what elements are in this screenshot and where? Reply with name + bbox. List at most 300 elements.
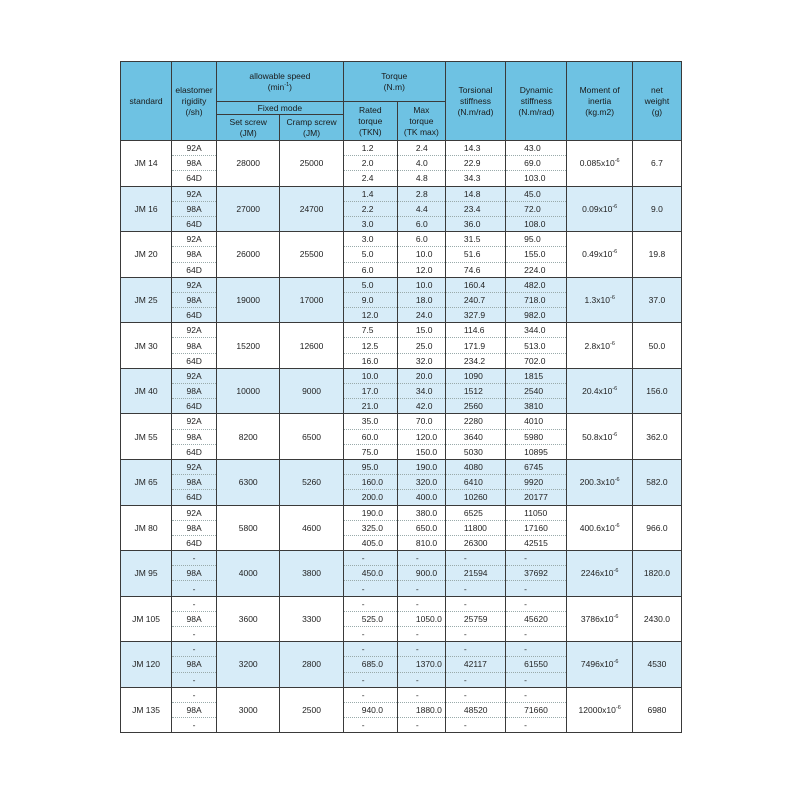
rated-torque-cell: 21.0 bbox=[343, 399, 397, 414]
header-max-torque: Max torque (TK max) bbox=[397, 102, 445, 141]
max-torque-cell: 1370.0 bbox=[397, 657, 445, 672]
max-torque-cell: 1050.0 bbox=[397, 611, 445, 626]
rated-torque-cell: 1.2 bbox=[343, 141, 397, 156]
torsional-stiffness-cell: 4080 bbox=[445, 459, 505, 474]
table-row bbox=[121, 277, 682, 292]
max-torque-cell: 25.0 bbox=[397, 338, 445, 353]
torsional-stiffness-cell: 327.9 bbox=[445, 308, 505, 323]
rated-torque-cell: 190.0 bbox=[343, 505, 397, 520]
table-row bbox=[121, 505, 682, 520]
max-torque-cell: - bbox=[397, 596, 445, 611]
table-row bbox=[121, 232, 682, 247]
rated-torque-cell: 10.0 bbox=[343, 368, 397, 383]
inertia-value: 0.49x10 bbox=[582, 249, 613, 260]
set-screw-speed-cell: 27000 bbox=[217, 186, 280, 232]
set-screw-speed-cell: 15200 bbox=[217, 323, 280, 369]
max-torque-cell: 42.0 bbox=[397, 399, 445, 414]
max-torque-cell: 4.8 bbox=[397, 171, 445, 186]
torsional-stiffness-cell: 36.0 bbox=[445, 216, 505, 231]
inertia-value: 20.4x10 bbox=[582, 386, 613, 397]
moment-of-inertia-cell bbox=[567, 186, 632, 232]
moment-of-inertia-cell bbox=[567, 414, 632, 460]
rated-torque-cell: 7.5 bbox=[343, 323, 397, 338]
torsional-stiffness-cell: 1512 bbox=[445, 384, 505, 399]
cramp-screw-speed-cell: 25500 bbox=[280, 232, 343, 278]
torsional-stiffness-cell: 14.8 bbox=[445, 186, 505, 201]
rigidity-cell: 64D bbox=[172, 262, 217, 277]
max-torque-cell: - bbox=[397, 642, 445, 657]
moment-of-inertia-cell bbox=[567, 505, 632, 551]
standard-cell: JM 65 bbox=[121, 459, 172, 505]
rated-torque-cell: 60.0 bbox=[343, 429, 397, 444]
header-net-weight: net weight (g) bbox=[632, 62, 681, 141]
cramp-screw-speed-cell: 2800 bbox=[280, 642, 343, 688]
spec-group bbox=[121, 642, 682, 688]
inertia-exponent: -6 bbox=[613, 659, 619, 666]
cramp-screw-speed-cell: 25000 bbox=[280, 141, 343, 187]
net-weight-cell: 966.0 bbox=[632, 505, 681, 551]
standard-cell: JM 120 bbox=[121, 642, 172, 688]
rigidity-cell: 64D bbox=[172, 490, 217, 505]
dynamic-stiffness-cell: 10895 bbox=[506, 444, 567, 459]
rated-torque-cell: 17.0 bbox=[343, 384, 397, 399]
standard-cell: JM 80 bbox=[121, 505, 172, 551]
rated-torque-cell: 2.0 bbox=[343, 156, 397, 171]
rigidity-cell: 64D bbox=[172, 444, 217, 459]
torsional-stiffness-cell: 240.7 bbox=[445, 292, 505, 307]
dynamic-stiffness-cell: 95.0 bbox=[506, 232, 567, 247]
torsional-stiffness-cell: 42117 bbox=[445, 657, 505, 672]
max-torque-cell: 120.0 bbox=[397, 429, 445, 444]
dynamic-stiffness-cell: - bbox=[506, 627, 567, 642]
rated-torque-cell: 9.0 bbox=[343, 292, 397, 307]
table-row bbox=[121, 642, 682, 657]
rigidity-cell: 98A bbox=[172, 566, 217, 581]
spec-group bbox=[121, 141, 682, 187]
max-torque-cell: 32.0 bbox=[397, 353, 445, 368]
header-dynamic-stiffness: Dynamic stiffness (N.m/rad) bbox=[506, 62, 567, 141]
table-row bbox=[121, 414, 682, 429]
max-torque-cell: 400.0 bbox=[397, 490, 445, 505]
standard-cell: JM 30 bbox=[121, 323, 172, 369]
rated-torque-cell: 160.0 bbox=[343, 475, 397, 490]
max-torque-cell: 34.0 bbox=[397, 384, 445, 399]
standard-cell: JM 55 bbox=[121, 414, 172, 460]
max-torque-cell: 900.0 bbox=[397, 566, 445, 581]
net-weight-cell: 6980 bbox=[632, 687, 681, 733]
torsional-stiffness-cell: 51.6 bbox=[445, 247, 505, 262]
dynamic-stiffness-cell: 45.0 bbox=[506, 186, 567, 201]
rigidity-cell: - bbox=[172, 687, 217, 702]
cramp-screw-speed-cell: 9000 bbox=[280, 368, 343, 414]
standard-cell: JM 25 bbox=[121, 277, 172, 323]
table-row bbox=[121, 323, 682, 338]
header-moment-of-inertia: Moment of inertia (kg.m2) bbox=[567, 62, 632, 141]
rated-torque-cell: 2.4 bbox=[343, 171, 397, 186]
dynamic-stiffness-cell: 11050 bbox=[506, 505, 567, 520]
torsional-stiffness-cell: 160.4 bbox=[445, 277, 505, 292]
max-torque-cell: 6.0 bbox=[397, 216, 445, 231]
torsional-stiffness-cell: 1090 bbox=[445, 368, 505, 383]
rated-torque-cell: 5.0 bbox=[343, 247, 397, 262]
set-screw-speed-cell: 8200 bbox=[217, 414, 280, 460]
rated-torque-cell: 75.0 bbox=[343, 444, 397, 459]
max-torque-cell: 380.0 bbox=[397, 505, 445, 520]
set-screw-speed-cell: 3000 bbox=[217, 687, 280, 733]
inertia-value: 0.085x10 bbox=[579, 158, 615, 169]
set-screw-speed-cell: 5800 bbox=[217, 505, 280, 551]
torsional-stiffness-cell: 22.9 bbox=[445, 156, 505, 171]
spec-group bbox=[121, 232, 682, 278]
dynamic-stiffness-cell: 45620 bbox=[506, 611, 567, 626]
rated-torque-cell: 2.2 bbox=[343, 201, 397, 216]
rigidity-cell: 98A bbox=[172, 201, 217, 216]
torsional-stiffness-cell: 11800 bbox=[445, 520, 505, 535]
moment-of-inertia-cell bbox=[567, 551, 632, 597]
table-row bbox=[121, 368, 682, 383]
rigidity-cell: 64D bbox=[172, 171, 217, 186]
inertia-value: 1.3x10 bbox=[584, 294, 610, 305]
inertia-value: 400.6x10 bbox=[579, 522, 615, 533]
dynamic-stiffness-cell: - bbox=[506, 718, 567, 733]
standard-cell: JM 105 bbox=[121, 596, 172, 642]
set-screw-speed-cell: 6300 bbox=[217, 459, 280, 505]
rated-torque-cell: - bbox=[343, 627, 397, 642]
net-weight-cell: 362.0 bbox=[632, 414, 681, 460]
header-rigidity: elastomer rigidity (/sh) bbox=[172, 62, 217, 141]
torsional-stiffness-cell: 6525 bbox=[445, 505, 505, 520]
max-torque-cell: 1880.0 bbox=[397, 702, 445, 717]
inertia-exponent: -6 bbox=[609, 294, 615, 301]
rigidity-cell: 92A bbox=[172, 186, 217, 201]
max-torque-cell: 20.0 bbox=[397, 368, 445, 383]
dynamic-stiffness-cell: 42515 bbox=[506, 535, 567, 550]
rated-torque-cell: 685.0 bbox=[343, 657, 397, 672]
rigidity-cell: 98A bbox=[172, 475, 217, 490]
rigidity-cell: 98A bbox=[172, 156, 217, 171]
cramp-screw-speed-cell: 4600 bbox=[280, 505, 343, 551]
rated-torque-cell: 450.0 bbox=[343, 566, 397, 581]
spec-group bbox=[121, 414, 682, 460]
inertia-value: 0.09x10 bbox=[582, 203, 613, 214]
max-torque-cell: 650.0 bbox=[397, 520, 445, 535]
max-torque-cell: 4.0 bbox=[397, 156, 445, 171]
inertia-value: 50.8x10 bbox=[582, 431, 613, 442]
rated-torque-cell: 12.5 bbox=[343, 338, 397, 353]
rigidity-cell: 64D bbox=[172, 216, 217, 231]
moment-of-inertia-cell bbox=[567, 459, 632, 505]
torsional-stiffness-cell: - bbox=[445, 551, 505, 566]
inertia-exponent: -6 bbox=[612, 249, 618, 256]
rigidity-cell: 92A bbox=[172, 232, 217, 247]
dynamic-stiffness-cell: - bbox=[506, 551, 567, 566]
standard-cell: JM 135 bbox=[121, 687, 172, 733]
rated-torque-cell: 3.0 bbox=[343, 232, 397, 247]
moment-of-inertia-cell bbox=[567, 642, 632, 688]
dynamic-stiffness-cell: 108.0 bbox=[506, 216, 567, 231]
coupling-spec-table bbox=[120, 61, 682, 733]
torsional-stiffness-cell: 234.2 bbox=[445, 353, 505, 368]
max-torque-cell: 15.0 bbox=[397, 323, 445, 338]
rigidity-cell: 92A bbox=[172, 277, 217, 292]
header-cramp-screw: Cramp screw (JM) bbox=[280, 115, 343, 141]
rigidity-cell: 64D bbox=[172, 308, 217, 323]
net-weight-cell: 156.0 bbox=[632, 368, 681, 414]
inertia-value: 200.3x10 bbox=[579, 477, 615, 488]
moment-of-inertia-cell bbox=[567, 687, 632, 733]
inertia-exponent: -6 bbox=[614, 477, 620, 484]
dynamic-stiffness-cell: 61550 bbox=[506, 657, 567, 672]
rigidity-cell: 92A bbox=[172, 459, 217, 474]
dynamic-stiffness-cell: 20177 bbox=[506, 490, 567, 505]
max-torque-cell: 6.0 bbox=[397, 232, 445, 247]
rigidity-cell: 98A bbox=[172, 520, 217, 535]
rated-torque-cell: - bbox=[343, 596, 397, 611]
net-weight-cell: 19.8 bbox=[632, 232, 681, 278]
rigidity-cell: 98A bbox=[172, 292, 217, 307]
spec-group bbox=[121, 368, 682, 414]
cramp-screw-speed-cell: 17000 bbox=[280, 277, 343, 323]
rigidity-cell: 92A bbox=[172, 505, 217, 520]
torsional-stiffness-cell: 21594 bbox=[445, 566, 505, 581]
dynamic-stiffness-cell: - bbox=[506, 672, 567, 687]
max-torque-cell: 70.0 bbox=[397, 414, 445, 429]
rigidity-cell: 98A bbox=[172, 384, 217, 399]
cramp-screw-speed-cell: 3300 bbox=[280, 596, 343, 642]
spec-group bbox=[121, 459, 682, 505]
spec-group bbox=[121, 596, 682, 642]
dynamic-stiffness-cell: - bbox=[506, 596, 567, 611]
header-standard: standard bbox=[121, 62, 172, 141]
torsional-stiffness-cell: 5030 bbox=[445, 444, 505, 459]
net-weight-cell: 582.0 bbox=[632, 459, 681, 505]
rated-torque-cell: - bbox=[343, 642, 397, 657]
table-row bbox=[121, 459, 682, 474]
dynamic-stiffness-cell: 3810 bbox=[506, 399, 567, 414]
max-torque-cell: 2.8 bbox=[397, 186, 445, 201]
standard-cell: JM 95 bbox=[121, 551, 172, 597]
rated-torque-cell: 405.0 bbox=[343, 535, 397, 550]
torsional-stiffness-cell: - bbox=[445, 581, 505, 596]
max-torque-cell: - bbox=[397, 718, 445, 733]
header-torsional-stiffness: Torsional stiffness (N.m/rad) bbox=[445, 62, 505, 141]
dynamic-stiffness-cell: 9920 bbox=[506, 475, 567, 490]
torsional-stiffness-cell: - bbox=[445, 642, 505, 657]
rigidity-cell: 98A bbox=[172, 611, 217, 626]
max-torque-cell: - bbox=[397, 551, 445, 566]
torsional-stiffness-cell: 26300 bbox=[445, 535, 505, 550]
dynamic-stiffness-cell: 43.0 bbox=[506, 141, 567, 156]
max-torque-cell: - bbox=[397, 627, 445, 642]
inertia-exponent: -6 bbox=[614, 158, 620, 165]
rigidity-cell: 98A bbox=[172, 338, 217, 353]
rated-torque-cell: - bbox=[343, 718, 397, 733]
rated-torque-cell: 200.0 bbox=[343, 490, 397, 505]
cramp-screw-speed-cell: 6500 bbox=[280, 414, 343, 460]
rigidity-cell: 92A bbox=[172, 141, 217, 156]
rigidity-cell: 92A bbox=[172, 414, 217, 429]
max-torque-cell: 2.4 bbox=[397, 141, 445, 156]
net-weight-cell: 6.7 bbox=[632, 141, 681, 187]
cramp-screw-speed-cell: 5260 bbox=[280, 459, 343, 505]
inertia-exponent: -6 bbox=[615, 705, 621, 712]
cramp-screw-speed-cell: 3800 bbox=[280, 551, 343, 597]
torsional-stiffness-cell: 31.5 bbox=[445, 232, 505, 247]
inertia-value: 2.8x10 bbox=[584, 340, 610, 351]
rigidity-cell: 64D bbox=[172, 399, 217, 414]
moment-of-inertia-cell bbox=[567, 232, 632, 278]
dynamic-stiffness-cell: - bbox=[506, 642, 567, 657]
table-row bbox=[121, 551, 682, 566]
header-fixed-mode: Fixed mode bbox=[217, 102, 344, 115]
inertia-exponent: -6 bbox=[612, 203, 618, 210]
dynamic-stiffness-cell: 344.0 bbox=[506, 323, 567, 338]
rated-torque-cell: 35.0 bbox=[343, 414, 397, 429]
dynamic-stiffness-cell: 982.0 bbox=[506, 308, 567, 323]
max-torque-cell: - bbox=[397, 672, 445, 687]
torsional-stiffness-cell: 114.6 bbox=[445, 323, 505, 338]
table-row bbox=[121, 596, 682, 611]
dynamic-stiffness-cell: 71660 bbox=[506, 702, 567, 717]
inertia-exponent: -6 bbox=[612, 386, 618, 393]
set-screw-speed-cell: 10000 bbox=[217, 368, 280, 414]
set-screw-speed-cell: 26000 bbox=[217, 232, 280, 278]
rated-torque-cell: - bbox=[343, 551, 397, 566]
cramp-screw-speed-cell: 24700 bbox=[280, 186, 343, 232]
max-torque-cell: 18.0 bbox=[397, 292, 445, 307]
max-torque-cell: 320.0 bbox=[397, 475, 445, 490]
torsional-stiffness-cell: 6410 bbox=[445, 475, 505, 490]
rigidity-cell: - bbox=[172, 581, 217, 596]
set-screw-speed-cell: 4000 bbox=[217, 551, 280, 597]
net-weight-cell: 1820.0 bbox=[632, 551, 681, 597]
dynamic-stiffness-cell: 17160 bbox=[506, 520, 567, 535]
max-torque-cell: - bbox=[397, 581, 445, 596]
table-row bbox=[121, 141, 682, 156]
rated-torque-cell: 3.0 bbox=[343, 216, 397, 231]
dynamic-stiffness-cell: 69.0 bbox=[506, 156, 567, 171]
dynamic-stiffness-cell: 2540 bbox=[506, 384, 567, 399]
inertia-exponent: -6 bbox=[614, 522, 620, 529]
rigidity-cell: - bbox=[172, 718, 217, 733]
rigidity-cell: - bbox=[172, 642, 217, 657]
max-torque-cell: 10.0 bbox=[397, 277, 445, 292]
torsional-stiffness-cell: 10260 bbox=[445, 490, 505, 505]
header-rated-torque: Rated torque (TKN) bbox=[343, 102, 397, 141]
net-weight-cell: 50.0 bbox=[632, 323, 681, 369]
inertia-value: 3786x10 bbox=[580, 613, 614, 624]
dynamic-stiffness-cell: 103.0 bbox=[506, 171, 567, 186]
dynamic-stiffness-cell: 155.0 bbox=[506, 247, 567, 262]
dynamic-stiffness-cell: 224.0 bbox=[506, 262, 567, 277]
torsional-stiffness-cell: 14.3 bbox=[445, 141, 505, 156]
rated-torque-cell: 16.0 bbox=[343, 353, 397, 368]
torsional-stiffness-cell: - bbox=[445, 718, 505, 733]
set-screw-speed-cell: 3600 bbox=[217, 596, 280, 642]
dynamic-stiffness-cell: 4010 bbox=[506, 414, 567, 429]
max-torque-cell: 150.0 bbox=[397, 444, 445, 459]
header-allowable-speed: allowable speed $(\min^{-1})$ bbox=[217, 62, 344, 102]
torsional-stiffness-cell: 23.4 bbox=[445, 201, 505, 216]
inertia-value: 7496x10 bbox=[580, 659, 614, 670]
spec-group bbox=[121, 323, 682, 369]
rigidity-cell: 64D bbox=[172, 353, 217, 368]
header-set-screw: Set screw (JM) bbox=[217, 115, 280, 141]
rated-torque-cell: - bbox=[343, 672, 397, 687]
torsional-stiffness-cell: 3640 bbox=[445, 429, 505, 444]
header-torque: Torque (N.m) bbox=[343, 62, 445, 102]
rated-torque-cell: 6.0 bbox=[343, 262, 397, 277]
rigidity-cell: 98A bbox=[172, 429, 217, 444]
rigidity-cell: 92A bbox=[172, 323, 217, 338]
torsional-stiffness-cell: 2560 bbox=[445, 399, 505, 414]
rigidity-cell: 64D bbox=[172, 535, 217, 550]
cramp-screw-speed-cell: 12600 bbox=[280, 323, 343, 369]
max-torque-cell: 12.0 bbox=[397, 262, 445, 277]
rigidity-cell: - bbox=[172, 551, 217, 566]
inertia-value: 2246x10 bbox=[580, 568, 614, 579]
torsional-stiffness-cell: - bbox=[445, 687, 505, 702]
set-screw-speed-cell: 3200 bbox=[217, 642, 280, 688]
dynamic-stiffness-cell: - bbox=[506, 581, 567, 596]
max-torque-cell: 4.4 bbox=[397, 201, 445, 216]
net-weight-cell: 37.0 bbox=[632, 277, 681, 323]
rated-torque-cell: 5.0 bbox=[343, 277, 397, 292]
rigidity-cell: 98A bbox=[172, 247, 217, 262]
cramp-screw-speed-cell: 2500 bbox=[280, 687, 343, 733]
inertia-exponent: -6 bbox=[613, 613, 619, 620]
dynamic-stiffness-cell: 6745 bbox=[506, 459, 567, 474]
dynamic-stiffness-cell: - bbox=[506, 687, 567, 702]
net-weight-cell: 9.0 bbox=[632, 186, 681, 232]
rigidity-cell: 92A bbox=[172, 368, 217, 383]
table-row bbox=[121, 186, 682, 201]
torsional-stiffness-cell: 2280 bbox=[445, 414, 505, 429]
torsional-stiffness-cell: 25759 bbox=[445, 611, 505, 626]
set-screw-speed-cell: 28000 bbox=[217, 141, 280, 187]
dynamic-stiffness-cell: 72.0 bbox=[506, 201, 567, 216]
max-torque-cell: 810.0 bbox=[397, 535, 445, 550]
dynamic-stiffness-cell: 718.0 bbox=[506, 292, 567, 307]
dynamic-stiffness-cell: 513.0 bbox=[506, 338, 567, 353]
rated-torque-cell: 525.0 bbox=[343, 611, 397, 626]
torsional-stiffness-cell: 34.3 bbox=[445, 171, 505, 186]
spec-group bbox=[121, 551, 682, 597]
rated-torque-cell: 1.4 bbox=[343, 186, 397, 201]
rigidity-cell: 98A bbox=[172, 657, 217, 672]
torsional-stiffness-cell: - bbox=[445, 596, 505, 611]
rated-torque-cell: 325.0 bbox=[343, 520, 397, 535]
max-torque-cell: 10.0 bbox=[397, 247, 445, 262]
moment-of-inertia-cell bbox=[567, 596, 632, 642]
spec-group bbox=[121, 277, 682, 323]
rigidity-cell: 98A bbox=[172, 702, 217, 717]
spec-group bbox=[121, 186, 682, 232]
rated-torque-cell: 12.0 bbox=[343, 308, 397, 323]
inertia-exponent: -6 bbox=[609, 340, 615, 347]
dynamic-stiffness-cell: 37692 bbox=[506, 566, 567, 581]
table-header bbox=[121, 62, 682, 141]
torsional-stiffness-cell: 171.9 bbox=[445, 338, 505, 353]
moment-of-inertia-cell bbox=[567, 368, 632, 414]
spec-group bbox=[121, 505, 682, 551]
dynamic-stiffness-cell: 482.0 bbox=[506, 277, 567, 292]
net-weight-cell: 2430.0 bbox=[632, 596, 681, 642]
rated-torque-cell: - bbox=[343, 687, 397, 702]
rated-torque-cell: 940.0 bbox=[343, 702, 397, 717]
max-torque-cell: 24.0 bbox=[397, 308, 445, 323]
net-weight-cell: 4530 bbox=[632, 642, 681, 688]
